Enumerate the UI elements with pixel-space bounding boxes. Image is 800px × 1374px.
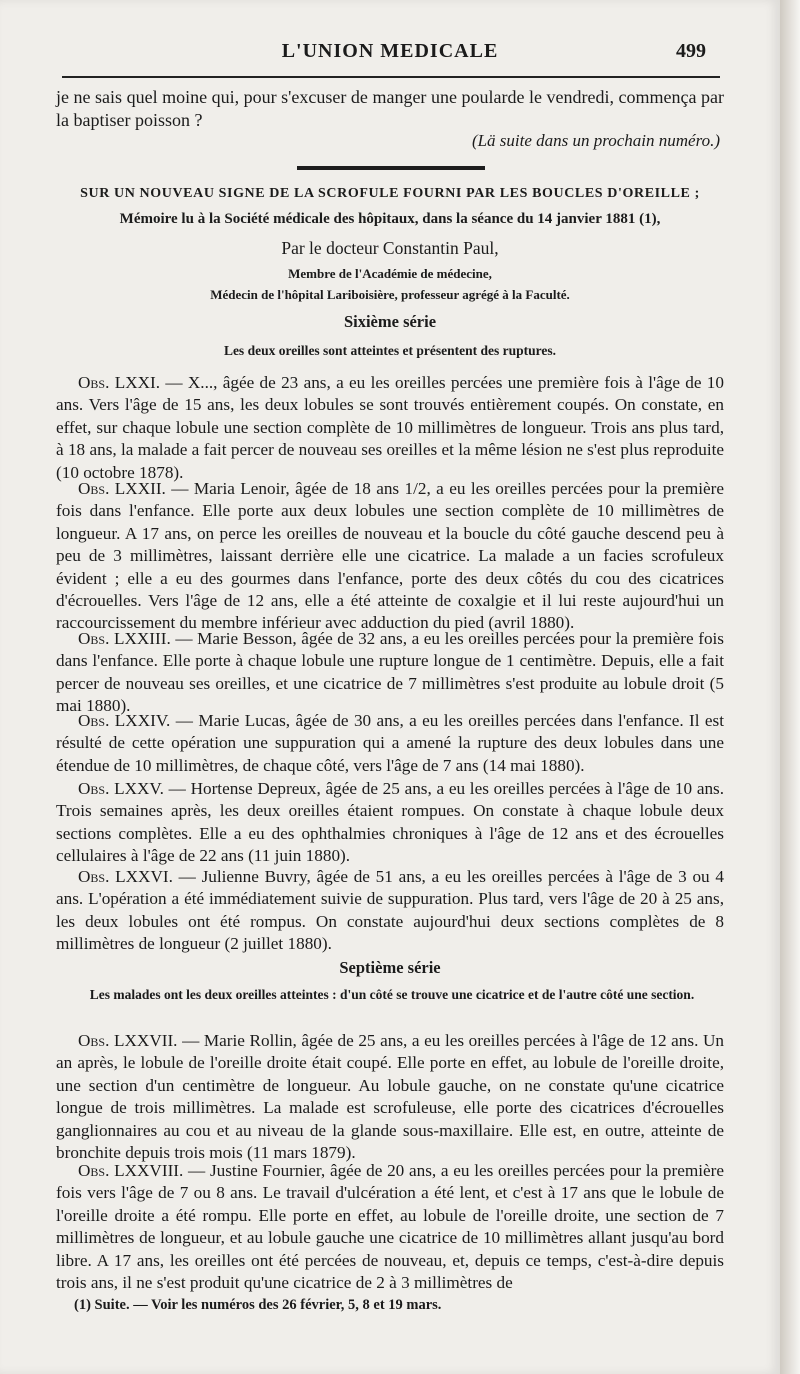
intro-text: je ne sais quel moine qui, pour s'excuser de manger une poularde le vendredi, commença par la baptiser poisson ? xyxy=(56,87,724,130)
page-edge-shadow xyxy=(780,0,800,1374)
page-number: 499 xyxy=(676,40,706,62)
header-rule xyxy=(62,76,720,78)
observation-label: Obs. LXXVII. xyxy=(78,1031,178,1050)
memoire-line: Mémoire lu à la Société médicale des hôpitaux, dans la séance du 14 janvier 1881 (1), xyxy=(119,211,661,227)
author-affiliation-2: Médecin de l'hôpital Lariboisière, professeur agrégé à la Faculté. xyxy=(210,287,570,302)
observation-label: Obs. LXXIII. xyxy=(78,629,171,648)
observation-label: Obs. LXXIV. xyxy=(78,711,171,730)
observation-text: — Justine Fournier, âgée de 20 ans, a eu les oreilles percées pour la première fois vers l'âge de 7 ou 8 ans. Le travail d'ulcération a été lent, et c'est à 17 ans que le lobule de l'oreille droite a été rompu. Elle porte en effet, au lobule de l'oreille droite, une section de 7 millimètres de longueur, et au lobule gauche une cicatrice de 10 millimètres allant jusqu'au bord libre. A 17 ans, les oreilles ont été percées de nouveau, et, depuis ce temps, c'est-à-dire depuis trois ans, il ne s'est produit qu'une cicatrice de 2 à 3 millimètres de xyxy=(56,1161,724,1293)
series-subheading-6: Les deux oreilles sont atteintes et présentent des ruptures. xyxy=(223,343,557,358)
separator-rule xyxy=(297,166,485,170)
observation-text: — Hortense Depreux, âgée de 25 ans, a eu les oreilles percées à l'âge de 10 ans. Trois semaines après, les deux oreilles étaient rompues. On constate à chaque lobule deux sections complètes. Elle a eu des ophthalmies chroniques à l'âge de 12 ans et des écrouelles cellulaires à l'âge de 22 ans (11 juin 1880). xyxy=(56,779,725,866)
observation-label: Obs. LXXVI. xyxy=(78,867,173,886)
observation-text: — X..., âgée de 23 ans, a eu les oreilles percées une première fois à l'âge de 10 ans. Vers l'âge de 15 ans, les deux lobules se sont trouvés entièrement coupés. On constate, en effet, sur chaque lobule une section complète de 10 millimètres de longueur. Trois ans plus tard, à 18 ans, la malade a fait percer de nouveau ses oreilles et la même lésion ne s'est plus reproduite (10 octobre 1878). xyxy=(56,373,724,482)
footnote: (1) Suite. — Voir les numéros des 26 février, 5, 8 et 19 mars. xyxy=(74,1297,442,1313)
article-title: SUR UN NOUVEAU SIGNE DE LA SCROFULE FOURNI PAR LES BOUCLES D'OREILLE ; xyxy=(80,186,700,201)
intro-paragraph xyxy=(56,86,724,132)
observation-lxxvii xyxy=(56,1030,724,1164)
continued-note: (Lä suite dans un prochain numéro.) xyxy=(471,131,720,150)
author-affiliation-1: Membre de l'Académie de médecine, xyxy=(288,266,492,281)
series-heading-6: Sixième série xyxy=(343,312,437,331)
observation-lxxiii xyxy=(56,628,724,718)
series-subheading-7: Les malades ont les deux oreilles atteintes : d'un côté se trouve une cicatrice et de l'autre côté une section. xyxy=(89,987,695,1002)
observation-label: Obs. LXXV. xyxy=(78,779,164,798)
observation-lxxv xyxy=(56,778,724,868)
observation-label: Obs. LXXII. xyxy=(78,479,166,498)
observation-label: Obs. LXXVIII. xyxy=(78,1161,184,1180)
observation-lxxii xyxy=(56,478,724,635)
series-heading-7: Septième série xyxy=(339,958,441,977)
observation-lxxi xyxy=(56,372,724,484)
observation-text: — Maria Lenoir, âgée de 18 ans 1/2, a eu les oreilles percées pour la première fois dans l'enfance. Elle porte aux deux lobules une section complète de 10 millimètres de longueur. A 17 ans, on perce les oreilles de nouveau et la boucle du côté gauche descend peu à peu de 3 millimètres, laissant derrière elle une cicatrice. La malade a un facies scrofuleux évident ; elle a eu des gourmes dans l'enfance, porte des deux côtés du cou des cicatrices d'écrouelles. Vers l'âge de 12 ans, elle a été atteinte de coxalgie et il lui reste aujourd'hui un raccourcissement du membre inférieur avec adduction du pied (avril 1880). xyxy=(56,479,724,633)
running-header-title: L'UNION MEDICALE xyxy=(281,40,499,62)
observation-text: — Marie Lucas, âgée de 30 ans, a eu les oreilles percées dans l'enfance. Il est résulté de cette opération une suppuration qui a amené la rupture des deux lobules dans une étendue de 10 millimètres, de chaque côté, vers l'âge de 7 ans (14 mai 1880). xyxy=(56,711,725,775)
observation-text: — Marie Besson, âgée de 32 ans, a eu les oreilles percées pour la première fois dans l'enfance. Elle porte à chaque lobule une rupture longue de 1 centimètre. Depuis, elle a fait percer de nouveau ses oreilles, et une cicatrice de 7 millimètres s'est produite au lobule droit (5 mai 1880). xyxy=(56,629,724,716)
observation-label: Obs. LXXI. xyxy=(78,373,161,392)
observation-lxxviii xyxy=(56,1160,724,1294)
observation-text: — Marie Rollin, âgée de 25 ans, a eu les oreilles percées à l'âge de 12 ans. Un an après, le lobule de l'oreille droite était coupé. Elle porte en effet, au lobule de l'oreille droite, une section d'un centimètre de longueur. Au lobule gauche, on ne constate qu'une cicatrice longue de trois millimètres. La malade est scrofuleuse, elle porte des cicatrices d'écrouelles ganglionnaires au cou et au niveau de la glande sous-maxillaire. Elle est, en outre, atteinte de bronchite depuis trois mois (11 mars 1879). xyxy=(56,1031,724,1163)
observation-text: — Julienne Buvry, âgée de 51 ans, a eu les oreilles percées à l'âge de 3 ou 4 ans. L'opération a été immédiatement suivie de suppuration. Plus tard, vers l'âge de 20 à 25 ans, les deux lobules ont été rompus. On constate aujourd'hui deux sections complètes de 8 millimètres de longueur (2 juillet 1880). xyxy=(56,867,724,954)
observation-lxxvi xyxy=(56,866,724,956)
author-line: Par le docteur Constantin Paul, xyxy=(281,238,499,258)
observation-lxxiv xyxy=(56,710,724,777)
